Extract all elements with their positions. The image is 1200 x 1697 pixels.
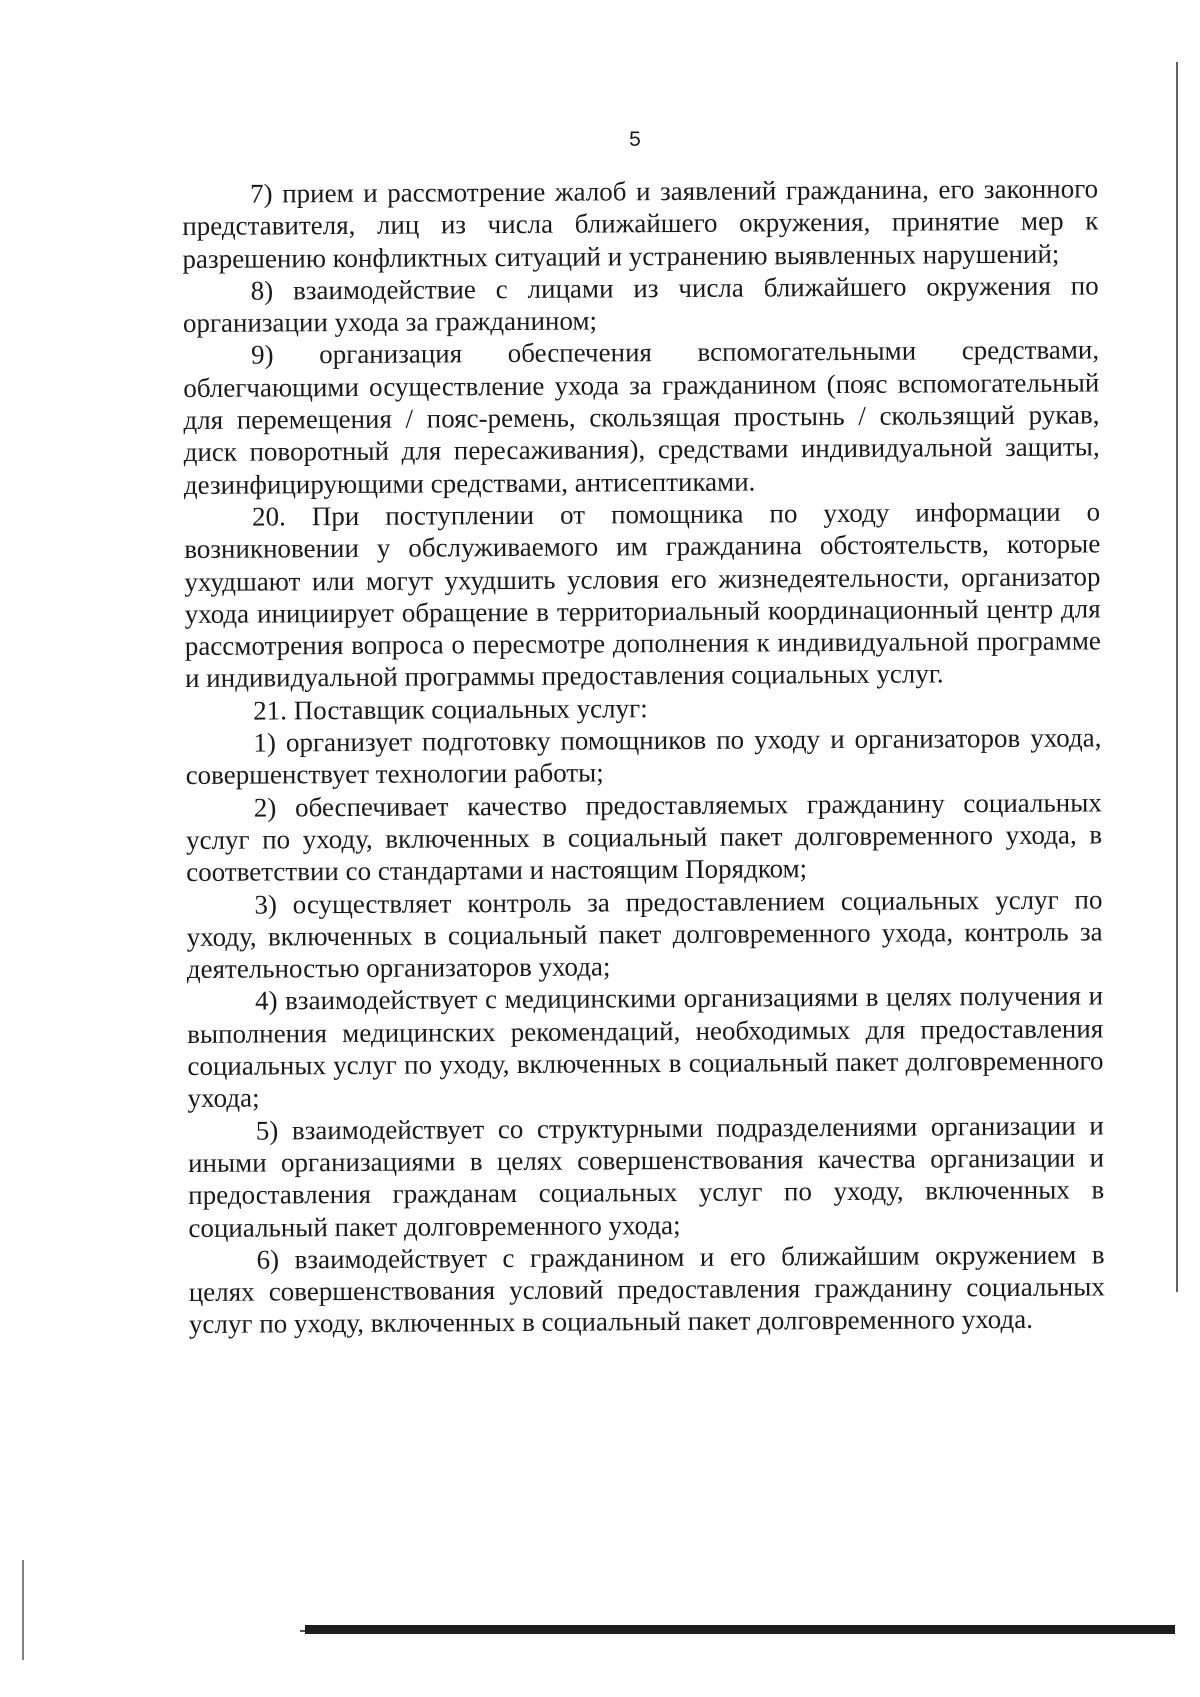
scan-edge-line — [1176, 62, 1178, 1292]
scan-bottom-bar — [305, 1625, 1175, 1634]
paragraph-item-9: 9) организация обеспечения вспомогательными средствами, облегчающими осуществление ухода за гражданином (пояс вспомогательный для перемещения / пояс-ремень, скользящая простынь / скользящий рукав, диск поворотный для пересаживания), средствами индивидуальной защиты, дезинфицирующими средствами, антисептиками. — [183, 334, 1100, 500]
paragraph-21-item-1: 1) организует подготовку помощников по уходу и организаторов ухода, совершенствует технологии работы; — [185, 722, 1102, 791]
paragraph-21-item-4: 4) взаимодействует с медицинскими организациями в целях получения и выполнения медицинских рекомендаций, необходимых для предоставления социальных услуг по уходу, включенных в социальный пакет долговременного ухода; — [187, 980, 1104, 1114]
page-number: 5 — [629, 128, 641, 151]
document-body — [182, 172, 1105, 1340]
paragraph-clause-20: 20. При поступлении от помощника по уходу информации о возникновении у обслуживаемого им гражданина обстоятельств, которые ухудшают или могут ухудшить условия его жизнедеятельности, организатор ухода инициирует обращение в территориальный координационный центр для рассмотрения вопроса о пересмотре дополнения к индивидуальной программе и индивидуальной программы предоставления социальных услуг. — [184, 496, 1101, 694]
paragraph-clause-21: 21. Поставщик социальных услуг: — [253, 692, 648, 726]
paragraph-21-item-5: 5) взаимодействует со структурными подразделениями организации и иными организациями в целях совершенствования качества организации и предоставления гражданам социальных услуг по уходу, включенных в социальный пакет долговременного ухода; — [187, 1109, 1105, 1243]
paragraph-21-item-6: 6) взаимодействует с гражданином и его ближайшим окружением в целях совершенствования условий предоставления гражданину социальных услуг по уходу, включенных в социальный пакет долговременного ухода. — [188, 1239, 1105, 1340]
paragraph-21-item-3: 3) осуществляет контроль за предоставлением социальных услуг по уходу, включенных в социальный пакет долговременного ухода, контроль за деятельностью организаторов ухода; — [186, 883, 1103, 985]
paragraph-item-7: 7) прием и рассмотрение жалоб и заявлений гражданина, его законного представителя, лиц из числа ближайшего окружения, принятие мер к разрешению конфликтных ситуаций и устранению выявленных нарушений; — [182, 173, 1099, 274]
scan-edge-line-left — [22, 1560, 24, 1660]
paragraph-21-item-2: 2) обеспечивает качество предоставляемых гражданину социальных услуг по уходу, включенных в социальный пакет долговременного ухода, в соответствии со стандартами и настоящим Порядком; — [185, 787, 1103, 888]
paragraph-item-8: 8) взаимодействие с лицами из числа ближайшего окружения по организации ухода за гражданином; — [182, 270, 1099, 339]
